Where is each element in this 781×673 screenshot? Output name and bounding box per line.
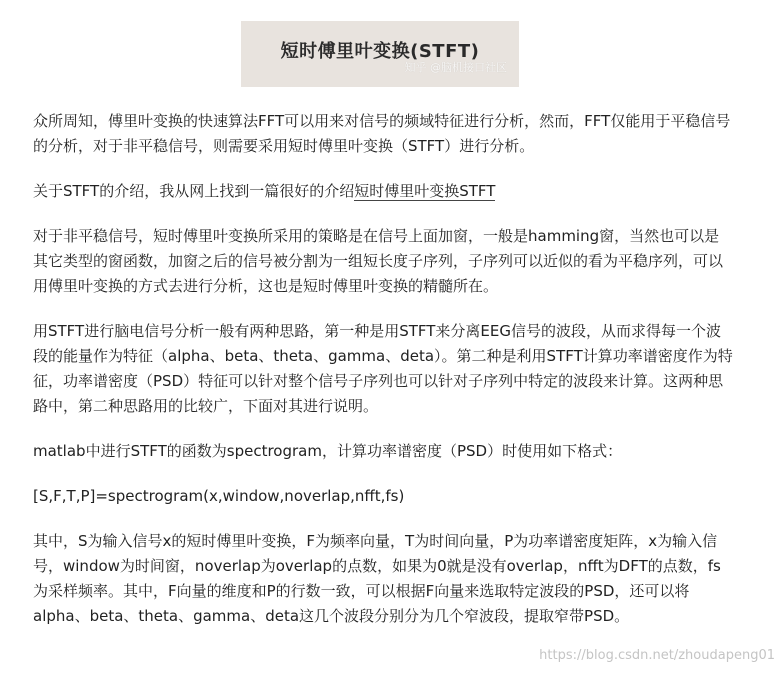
paragraph-windowing: 对于非平稳信号，短时傅里叶变换所采用的策略是在信号上面加窗，一般是hamming窗，当然也可以是其它类型的窗函数，加窗之后的信号被分割为一组短长度子序列，子序列可以近似的看为平稳序列，可以用傅里叶变换的方式去进行分析，这也是短时傅里叶变换的精髓所在。	[33, 227, 724, 295]
paragraph-eeg-approaches: 用STFT进行脑电信号分析一般有两种思路，第一种是用STFT来分离EEG信号的波段，从而求得每一个波段的能量作为特征（alpha、beta、theta、gamma、deta）。第二种是利用STFT计算功率谱密度作为特征，功率谱密度（PSD）特征可以针对整个信号子序列也可以针对子序列中特定的波段来计算。这两种思路中，第二种思路用的比较广，下面对其进行说明。	[33, 322, 733, 415]
article-body	[33, 109, 733, 649]
paragraph-code-signature: [S,F,T,P]=spectrogram(x,window,noverlap,nfft,fs)	[33, 487, 405, 505]
stft-article-link[interactable]: 短时傅里叶变换STFT	[354, 182, 496, 200]
paragraph-parameters: 其中，S为输入信号x的短时傅里叶变换，F为频率向量，T为时间向量，P为功率谱密度矩阵，x为输入信号，window为时间窗，noverlap为overlap的点数，如果为0就是没有overlap，nfft为DFT的点数，fs为采样频率。其中，F向量的维度和P的行数一致，可以根据F向量来选取特定波段的PSD，还可以将alpha、beta、theta、gamma、deta这几个波段分别分为几个窄波段，提取窄带PSD。	[33, 532, 721, 625]
csdn-watermark: https://blog.csdn.net/zhoudapeng01	[539, 648, 775, 663]
reference-prefix: 关于STFT的介绍，我从网上找到一篇很好的介绍	[33, 182, 355, 200]
paragraph-reference	[33, 179, 733, 204]
banner-title: 短时傅里叶变换(STFT)	[280, 41, 480, 62]
paragraph-matlab-intro: matlab中进行STFT的函数为spectrogram，计算功率谱密度（PSD）时使用如下格式：	[33, 442, 623, 460]
header-banner	[241, 21, 519, 87]
banner-watermark: 知乎 @脑机接口社区	[404, 61, 507, 74]
paragraph-intro: 众所周知，傅里叶变换的快速算法FFT可以用来对信号的频域特征进行分析，然而，FFT仅能用于平稳信号的分析，对于非平稳信号，则需要采用短时傅里叶变换（STFT）进行分析。	[33, 112, 731, 155]
